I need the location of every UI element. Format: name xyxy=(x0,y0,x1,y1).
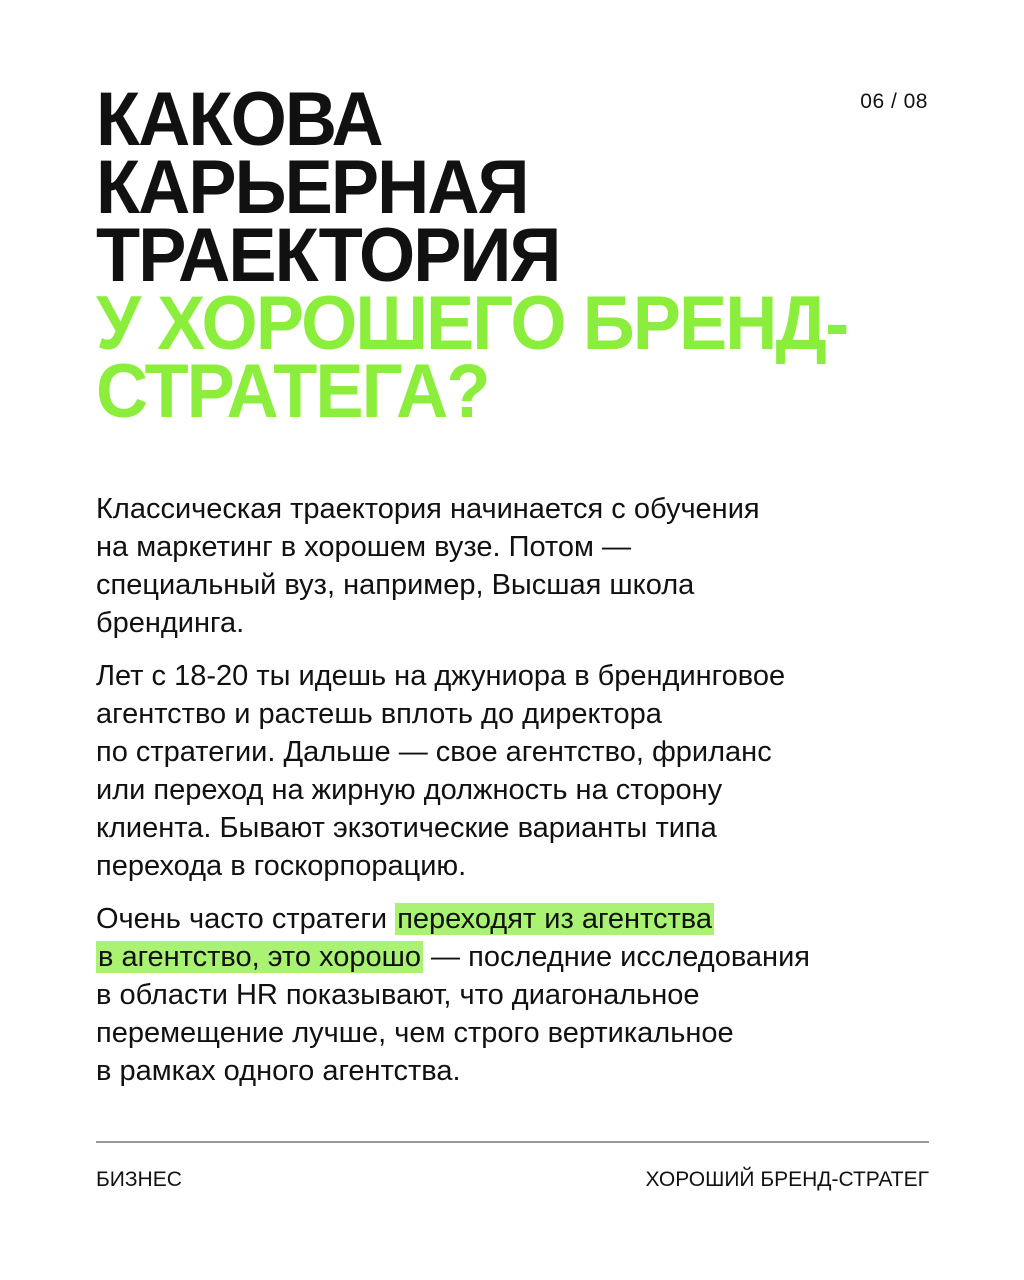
title-line-2: КАРЬЕРНАЯ xyxy=(96,145,528,230)
paragraph-3-text: Очень часто стратеги xyxy=(96,903,396,935)
title-accent-line-1: У ХОРОШЕГО БРЕНД- xyxy=(96,281,848,366)
paragraph-3-line: перемещение лучше, чем строго вертикальное xyxy=(96,1017,734,1049)
paragraph-3-line xyxy=(96,938,936,976)
paragraph-3 xyxy=(96,900,936,1090)
article-body xyxy=(96,490,936,1105)
highlighted-text: переходят из агентства xyxy=(397,903,712,935)
footer-divider xyxy=(96,1141,929,1143)
paragraph-1-line: специальный вуз, например, Высшая школа xyxy=(96,569,695,601)
paragraph-2-line: клиента. Бывают экзотические варианты типа xyxy=(96,812,717,844)
paragraph-1-line: на маркетинг в хорошем вузе. Потом — xyxy=(96,531,632,563)
paragraph-2-line: по стратегии. Дальше — свое агентство, фриланс xyxy=(96,736,772,768)
paragraph-1-line: брендинга. xyxy=(96,607,245,639)
title-line-1: КАКОВА xyxy=(96,77,382,162)
footer-category: БИЗНЕС xyxy=(96,1168,182,1191)
page-counter: 06 / 08 xyxy=(860,90,928,113)
paragraph-2-line: или переход на жирную должность на сторону xyxy=(96,774,723,806)
title-line-3: ТРАЕКТОРИЯ xyxy=(96,213,560,298)
title-accent-line-2: СТРАТЕГА? xyxy=(96,349,489,434)
paragraph-2-line: Лет с 18-20 ты идешь на джуниора в брендинговое xyxy=(96,660,786,692)
highlighted-text: в агентство, это хорошо xyxy=(98,941,421,973)
footer-series-title: ХОРОШИЙ БРЕНД-СТРАТЕГ xyxy=(645,1168,929,1191)
paragraph-3-line: в рамках одного агентства. xyxy=(96,1055,461,1087)
paragraph-3-line xyxy=(96,900,936,938)
paragraph-2 xyxy=(96,657,936,885)
paragraph-2-line: агентство и растешь вплоть до директора xyxy=(96,698,662,730)
paragraph-2-line: перехода в госкорпорацию. xyxy=(96,850,467,882)
page-title xyxy=(96,77,894,434)
paragraph-1-line: Классическая траектория начинается с обучения xyxy=(96,493,760,525)
paragraph-3-text: — последние исследования xyxy=(423,941,810,973)
paragraph-1 xyxy=(96,490,936,642)
paragraph-3-line: в области HR показывают, что диагональное xyxy=(96,979,700,1011)
